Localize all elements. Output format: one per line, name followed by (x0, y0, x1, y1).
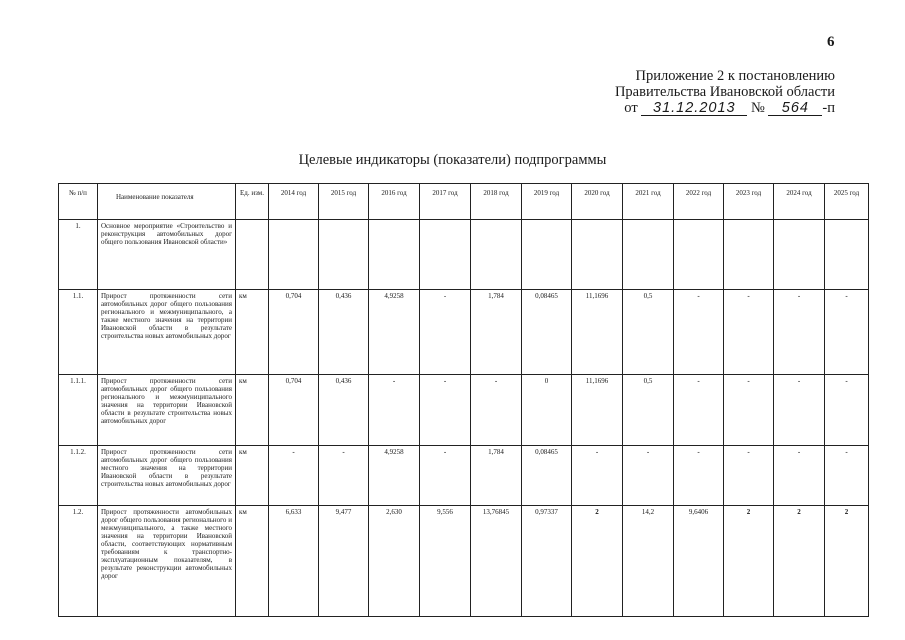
row-value (825, 220, 869, 290)
row-value: - (724, 375, 774, 446)
header-year: 2017 год (420, 184, 471, 220)
row-num: 1.2. (59, 506, 98, 617)
table-row (59, 506, 869, 617)
header-year: 2021 год (623, 184, 674, 220)
row-value: 11,1696 (572, 375, 623, 446)
row-value: 0,5 (623, 375, 674, 446)
header-name: Наименование показателя (98, 184, 236, 220)
row-value (420, 220, 471, 290)
row-value: - (724, 290, 774, 375)
row-value: 0,436 (319, 375, 369, 446)
row-value: 11,1696 (572, 290, 623, 375)
header-year: 2019 год (522, 184, 572, 220)
header-year: 2025 год (825, 184, 869, 220)
row-value (319, 220, 369, 290)
row-value: - (825, 290, 869, 375)
indicators-table (58, 183, 869, 617)
table-row (59, 375, 869, 446)
row-value: - (572, 446, 623, 506)
row-value (572, 220, 623, 290)
row-value: - (269, 446, 319, 506)
row-num: 1.1.1. (59, 375, 98, 446)
row-unit: км (236, 290, 269, 375)
row-value: 9,477 (319, 506, 369, 617)
row-value: 0,704 (269, 375, 319, 446)
header-unit: Ед. изм. (236, 184, 269, 220)
row-value (269, 220, 319, 290)
row-value: 1,784 (471, 446, 522, 506)
row-name: Прирост протяженности сети автомобильных дорог общего пользования местного значения на территории Ивановской области в результате строительства новых автомобильных дорог (98, 446, 236, 506)
row-name: Основное мероприятие «Строительство и реконструкция автомобильных дорог общего пользования Ивановской области» (98, 220, 236, 290)
row-value (674, 220, 724, 290)
row-unit: км (236, 375, 269, 446)
row-value: 4,9258 (369, 446, 420, 506)
row-value (369, 220, 420, 290)
row-value: 1,784 (471, 290, 522, 375)
row-value: - (774, 290, 825, 375)
row-value: 2 (724, 506, 774, 617)
row-num: 1.1. (59, 290, 98, 375)
row-value: 2 (774, 506, 825, 617)
handwritten-number: 564 (768, 101, 822, 116)
appendix-line-1: Приложение 2 к постановлению (635, 68, 835, 84)
number-prefix: № (750, 100, 765, 116)
row-value (471, 220, 522, 290)
appendix-line-3 (615, 100, 835, 116)
row-value: 0 (522, 375, 572, 446)
header-year: 2023 год (724, 184, 774, 220)
row-value: 9,6406 (674, 506, 724, 617)
row-value: - (825, 375, 869, 446)
header-year: 2020 год (572, 184, 623, 220)
header-year: 2018 год (471, 184, 522, 220)
row-value: 13,76845 (471, 506, 522, 617)
row-name: Прирост протяженности сети автомобильных дорог общего пользования регионального и межмуниципального, а также местного значения на территории Ивановской области в результате строительства новых автомобильных дорог (98, 290, 236, 375)
row-name: Прирост протяженности автомобильных дорог общего пользования регионального и межмуниципального, а также местного значения на территории Ивановской области, соответствующих нормативным требованиям к транспортно-эксплуатационным показателям, в результате реконструкции автомобильных дорог (98, 506, 236, 617)
row-value (623, 220, 674, 290)
row-value: - (674, 375, 724, 446)
row-value: 0,704 (269, 290, 319, 375)
row-value: 4,9258 (369, 290, 420, 375)
header-num: № п/п (59, 184, 98, 220)
row-unit (236, 220, 269, 290)
row-unit: км (236, 506, 269, 617)
row-value: - (420, 446, 471, 506)
row-value: - (774, 375, 825, 446)
row-num: 1. (59, 220, 98, 290)
table-header-row (59, 184, 869, 220)
row-name: Прирост протяженности сети автомобильных дорог общего пользования регионального и межмуниципального значения на территории Ивановской области в результате строительства новых автомобильных дорог (98, 375, 236, 446)
date-prefix: от (624, 100, 638, 116)
header-year: 2016 год (369, 184, 420, 220)
row-value (774, 220, 825, 290)
header-year: 2014 год (269, 184, 319, 220)
row-value: 0,08465 (522, 290, 572, 375)
table-row (59, 220, 869, 290)
row-unit: км (236, 446, 269, 506)
row-value: 0,5 (623, 290, 674, 375)
row-value: 0,436 (319, 290, 369, 375)
appendix-line-2: Правительства Ивановской области (614, 84, 835, 100)
header-year: 2024 год (774, 184, 825, 220)
appendix-header (615, 68, 835, 116)
row-value: 2 (572, 506, 623, 617)
row-value: - (369, 375, 420, 446)
row-value: 2,630 (369, 506, 420, 617)
row-value: 2 (825, 506, 869, 617)
row-value: - (471, 375, 522, 446)
row-num: 1.1.2. (59, 446, 98, 506)
row-value: - (623, 446, 674, 506)
row-value: - (319, 446, 369, 506)
row-value: - (674, 290, 724, 375)
table-row (59, 446, 869, 506)
row-value: - (420, 290, 471, 375)
row-value: 6,633 (269, 506, 319, 617)
row-value: 0,97337 (522, 506, 572, 617)
row-value: - (825, 446, 869, 506)
row-value: 14,2 (623, 506, 674, 617)
table-row (59, 290, 869, 375)
row-value: 0,08465 (522, 446, 572, 506)
document-title: Целевые индикаторы (показатели) подпрограммы (298, 152, 607, 168)
number-suffix: -п (822, 100, 835, 116)
header-year: 2022 год (674, 184, 724, 220)
handwritten-date: 31.12.2013 (641, 101, 747, 116)
row-value: 9,556 (420, 506, 471, 617)
row-value: - (774, 446, 825, 506)
page-number: 6 (827, 34, 835, 50)
row-value: - (420, 375, 471, 446)
row-value (522, 220, 572, 290)
header-year: 2015 год (319, 184, 369, 220)
row-value: - (674, 446, 724, 506)
row-value: - (724, 446, 774, 506)
row-value (724, 220, 774, 290)
